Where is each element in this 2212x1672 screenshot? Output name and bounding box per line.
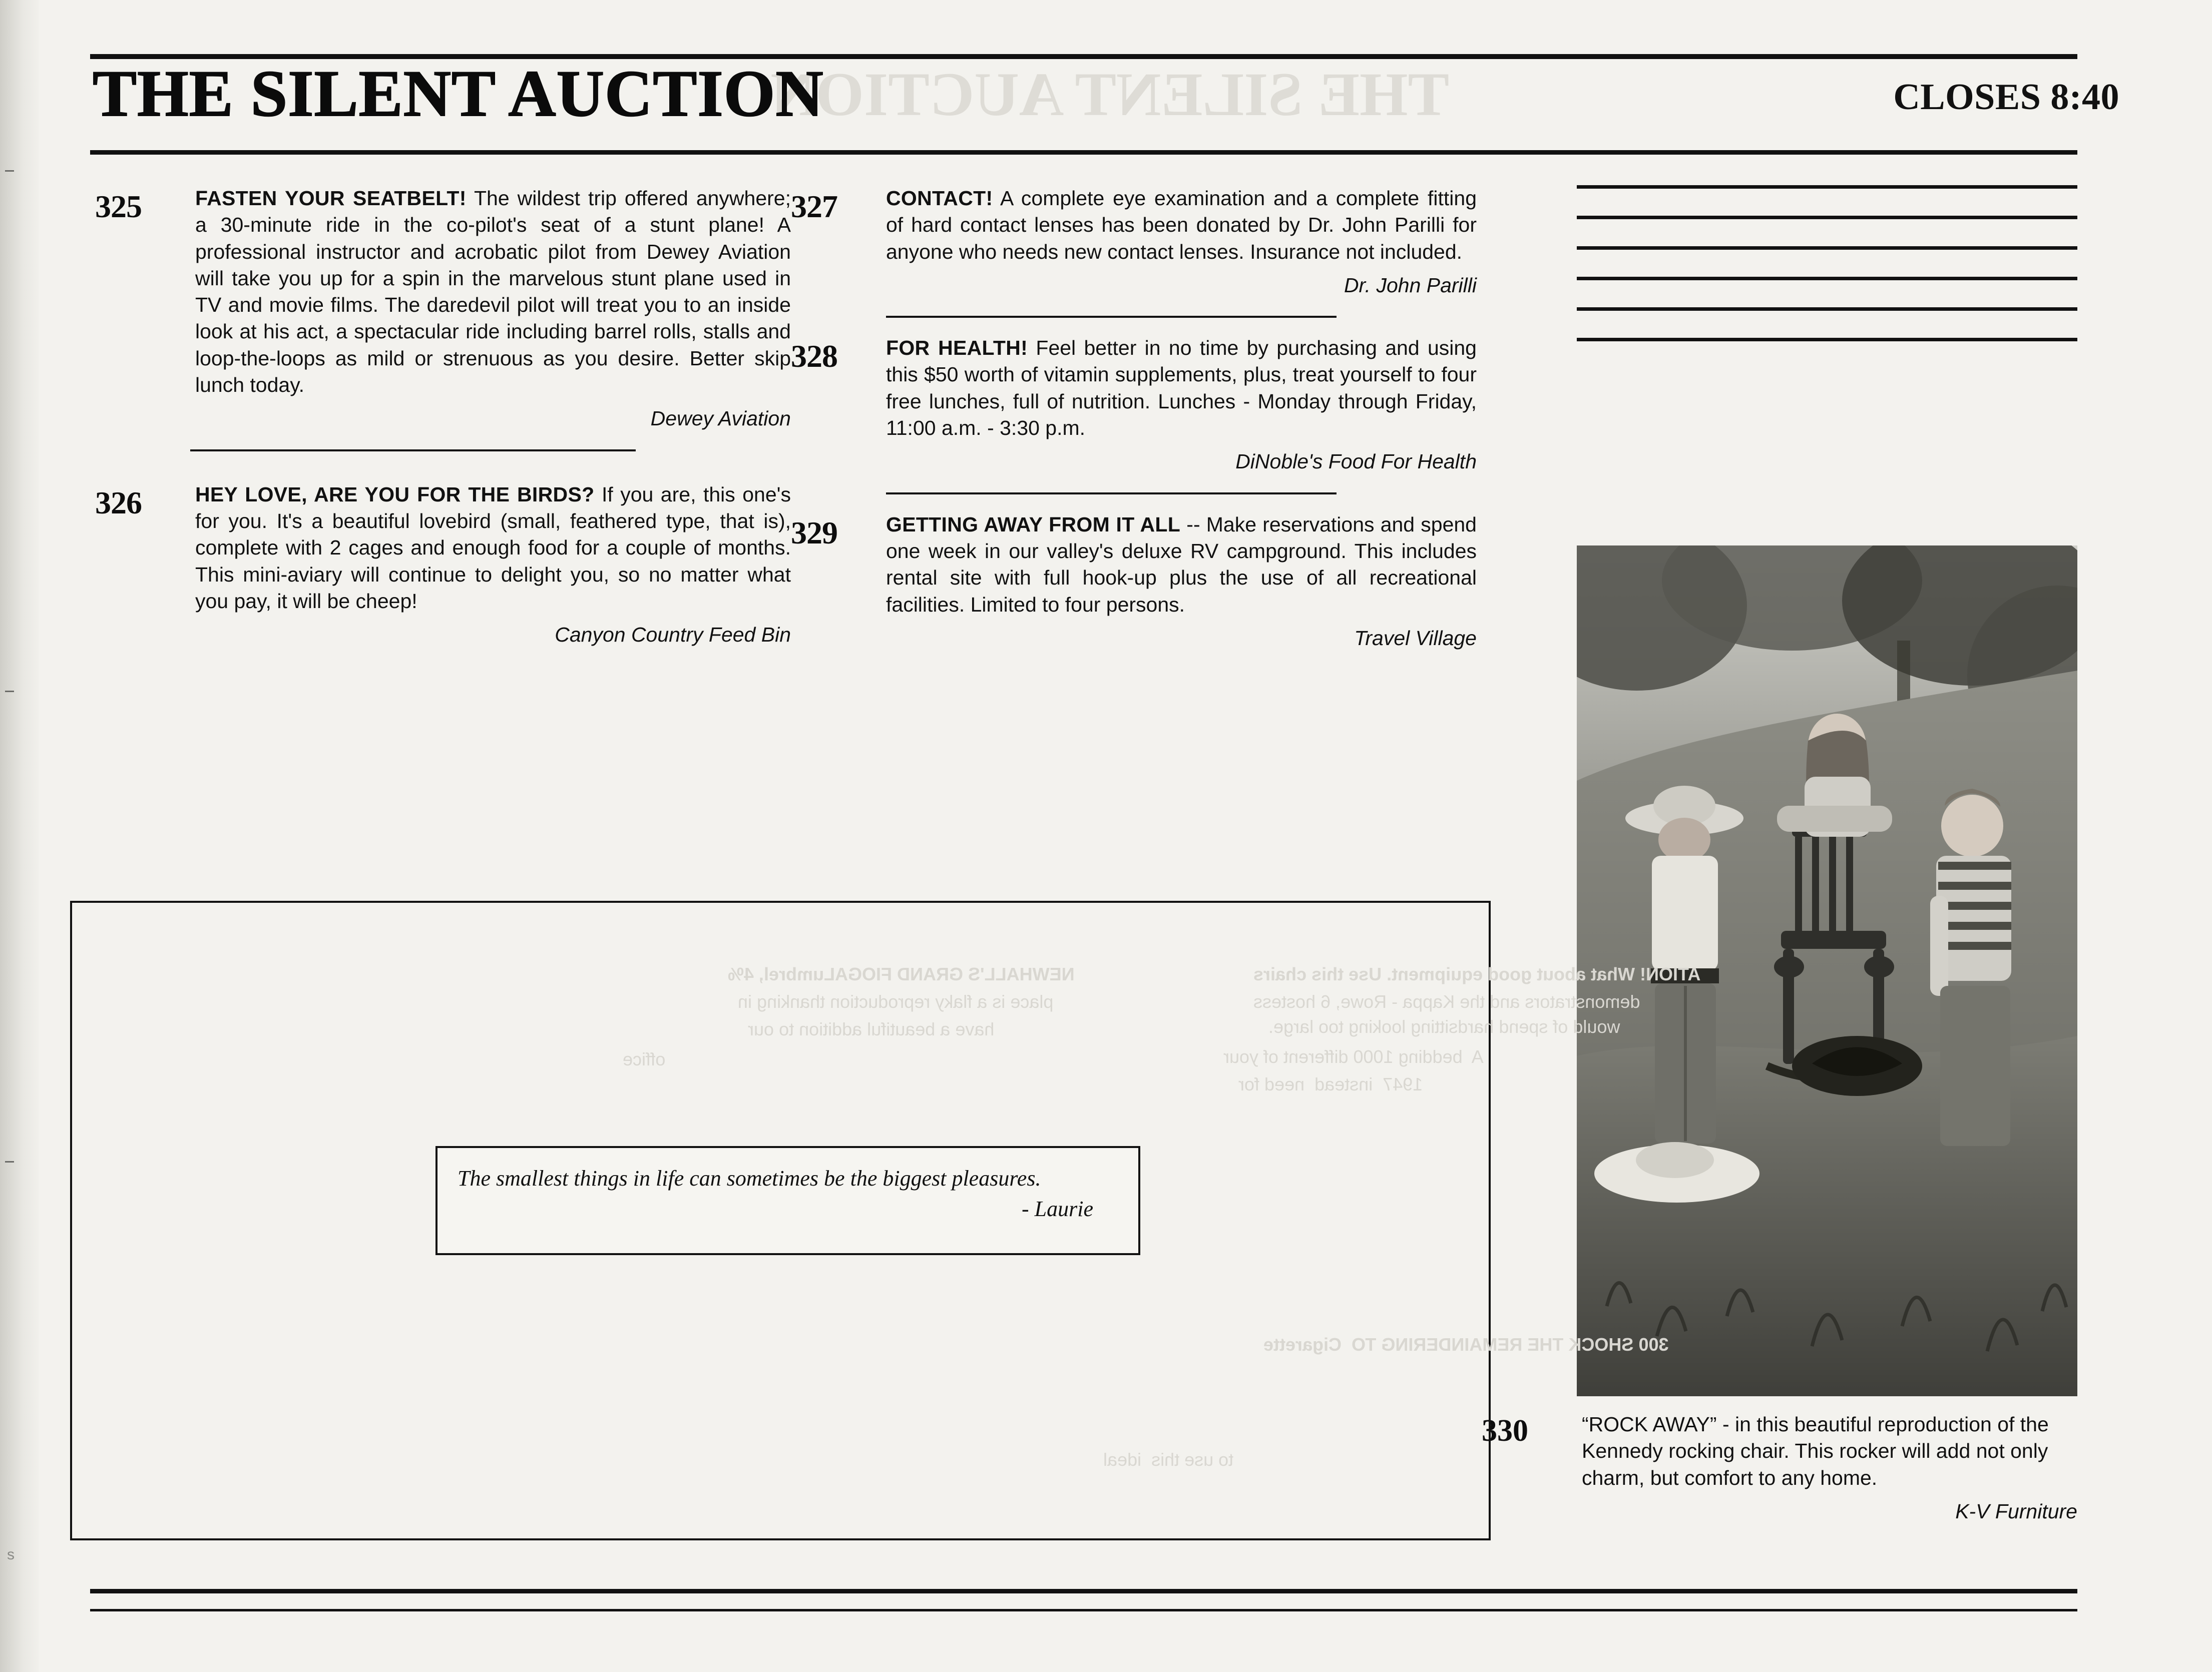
page-title: THE SILENT AUCTION bbox=[93, 57, 824, 130]
auction-lot bbox=[791, 335, 1477, 475]
auction-column-right bbox=[791, 185, 1477, 669]
lot-number: 330 bbox=[1482, 1414, 1528, 1448]
blank-bid-line[interactable] bbox=[1577, 216, 2077, 219]
lot-description bbox=[886, 185, 1477, 299]
lot-number: 325 bbox=[95, 189, 142, 224]
bleedthrough-text: 1947 instead need for bbox=[1238, 1074, 1423, 1094]
lot-text: A complete eye examination and a complete fitting of hard contact lenses has been donated by Dr. John Parilli for anyone who needs new contact lenses. Insurance not included. bbox=[886, 187, 1477, 263]
lot-description bbox=[195, 481, 791, 649]
lot-description bbox=[195, 185, 791, 432]
lot-text: The wildest trip offered anywhere; a 30-minute ride in the co-pilot's seat of a stunt plane! A professional instructor and acrobatic pilot from Dewey Aviation will take you up for a spin in the marvelous stunt plane used in TV and movie films. The daredevil pilot will treat you to an inside look at his act, a spectacular ride including barrel rolls, stalls and loop-the-loops as mild or strenuous as you desire. Better skip lunch today. bbox=[195, 187, 791, 397]
lot-donor: Dewey Aviation bbox=[650, 407, 791, 430]
edge-marker: s bbox=[7, 1546, 15, 1563]
lot-description bbox=[886, 511, 1477, 652]
bleedthrough-text: 300 SHOCK THE REMAINDERING TO Cigarette bbox=[1263, 1334, 1669, 1355]
header-rule-bottom bbox=[90, 150, 2077, 155]
bid-lines-group bbox=[1577, 185, 2077, 368]
auction-lot bbox=[791, 511, 1477, 652]
lot-number: 328 bbox=[791, 338, 837, 374]
lot-title: “ROCK AWAY” bbox=[1582, 1413, 1717, 1436]
quote-box bbox=[435, 1146, 1140, 1255]
auction-lot bbox=[1482, 1411, 2077, 1525]
lot-title: GETTING AWAY FROM IT ALL bbox=[886, 512, 1181, 536]
blank-bid-line[interactable] bbox=[1577, 277, 2077, 280]
bleedthrough-text: office bbox=[623, 1049, 666, 1069]
lot-separator bbox=[886, 316, 1337, 318]
lot-donor: DiNoble's Food For Health bbox=[1235, 450, 1477, 473]
lot-text: Feel better in no time by purchasing and using this $50 worth of vitamin supplements, plus, treat yourself to four free lunches, full of nutrition. Lunches - Monday through Friday, 11:00 a.m. - 3:30 p.m. bbox=[886, 336, 1477, 440]
binding-edge bbox=[0, 0, 39, 1672]
closing-time: CLOSES 8:40 bbox=[1893, 77, 2119, 118]
lot-number: 327 bbox=[791, 189, 837, 224]
lot-donor: Travel Village bbox=[1354, 626, 1477, 650]
lot-separator bbox=[190, 449, 636, 451]
auction-lot bbox=[95, 481, 791, 649]
lot-title: FASTEN YOUR SEATBELT! bbox=[195, 187, 467, 210]
auction-column-left bbox=[95, 185, 791, 665]
lot-number: 326 bbox=[95, 484, 142, 520]
lot-title: HEY LOVE, ARE YOU FOR THE BIRDS? bbox=[195, 482, 595, 506]
blank-bid-line[interactable] bbox=[1577, 185, 2077, 189]
quote-attribution: - Laurie bbox=[1022, 1197, 1093, 1222]
lot-text: -- Make reservations and spend one week in our valley's deluxe RV campground. This includes rental site with full hook-up plus the use of all recreational facilities. Limited to four persons. bbox=[886, 512, 1477, 616]
footer-rule-top bbox=[90, 1589, 2077, 1593]
lot-donor: Canyon Country Feed Bin bbox=[555, 623, 791, 647]
bleedthrough-text: demonstrators and the Kappa - Rowe, 6 hostess bbox=[1253, 991, 1640, 1012]
lot-text: - in this beautiful reproduction of the Kennedy rocking chair. This rocker will add not only charm, but comfort to any home. bbox=[1582, 1413, 2049, 1489]
lot-description bbox=[1582, 1411, 2077, 1525]
auction-lot bbox=[791, 185, 1477, 299]
lot-donor: Dr. John Parilli bbox=[1344, 273, 1477, 297]
header-title-bleedthrough: THE SILENT AUCTION bbox=[771, 60, 1450, 129]
bleedthrough-text: would of spend hardsitting looking too large. bbox=[1268, 1016, 1620, 1037]
bleedthrough-text: NEWHALL'S GRAND FIOGALumbrel, 4% bbox=[728, 964, 1075, 984]
lot-number: 329 bbox=[791, 514, 837, 550]
bleedthrough-text: place is a flaky reproduction thanking in bbox=[738, 991, 1054, 1012]
bleedthrough-text: have a beautiful addition to our bbox=[748, 1019, 995, 1039]
lot-separator bbox=[886, 492, 1337, 494]
lot-description bbox=[886, 335, 1477, 475]
footer-rule-bottom bbox=[90, 1609, 2077, 1611]
lot-donor: K-V Furniture bbox=[1955, 1499, 2077, 1523]
auction-lot bbox=[95, 185, 791, 432]
blank-bid-line[interactable] bbox=[1577, 307, 2077, 311]
lot-title: FOR HEALTH! bbox=[886, 336, 1028, 360]
bleedthrough-text: to use this ideal bbox=[1103, 1449, 1234, 1470]
blank-bid-line[interactable] bbox=[1577, 246, 2077, 250]
blank-bid-line[interactable] bbox=[1577, 338, 2077, 341]
bleedthrough-text: A bedding 1000 different of your bbox=[1223, 1046, 1484, 1067]
quote-text: The smallest things in life can sometimes be the biggest pleasures. bbox=[458, 1166, 1041, 1191]
lot-text: If you are, this one's for you. It's a beautiful lovebird (small, feathered type, that is), complete with 2 cages and enough food for a couple of months. This mini-aviary will continue to delight you, so no matter what you pay, it will be cheep! bbox=[195, 482, 791, 613]
bleedthrough-text: ATION! What about good equipment. Use this chairs bbox=[1253, 964, 1701, 984]
lot-title: CONTACT! bbox=[886, 187, 993, 210]
